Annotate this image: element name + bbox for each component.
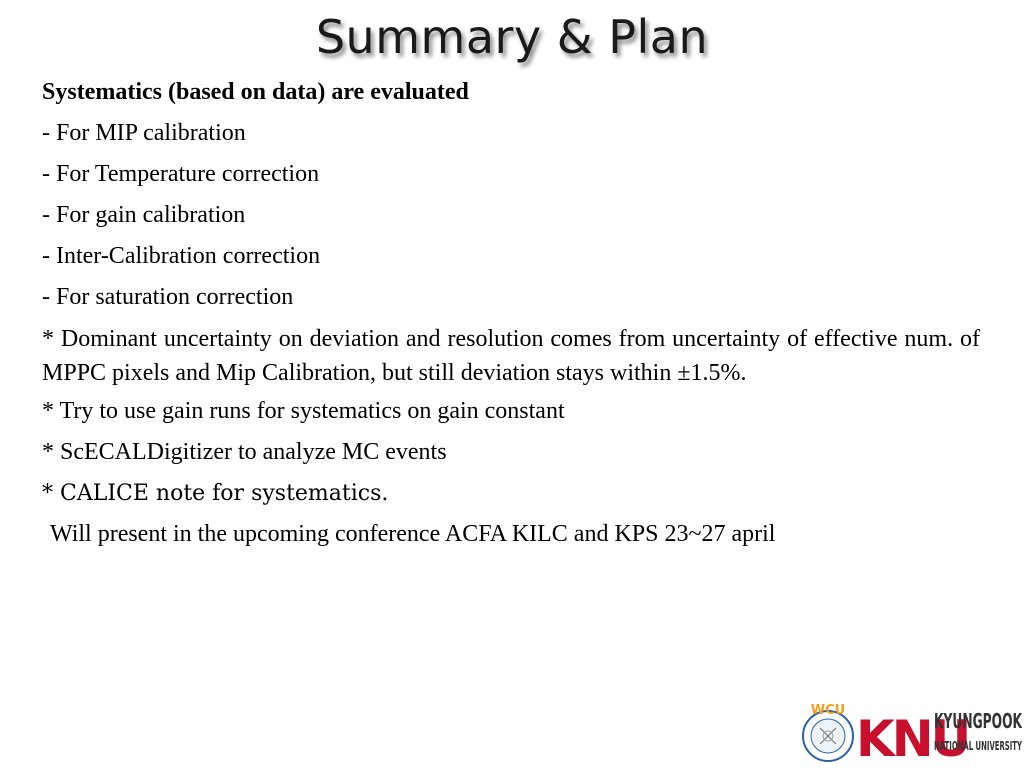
knu-mark: KNU <box>856 710 969 764</box>
note-present-conference: Will present in the upcoming conference ACFA KILC and KPS 23~27 april <box>50 521 776 547</box>
wcu-mark: WCU <box>810 703 846 718</box>
slide-title: Summary & Plan <box>315 10 709 64</box>
bullet-temperature-correction: - For Temperature correction <box>42 161 320 187</box>
bullet-saturation-correction: - For saturation correction <box>42 284 294 310</box>
knu-logo <box>800 700 1024 764</box>
note-calice: * CALICE note for systematics. <box>42 481 389 506</box>
university-name-line1: KYUNGPOOK <box>934 709 1023 733</box>
note-digitizer: * ScECALDigitizer to analyze MC events <box>42 439 447 465</box>
note-dominant-uncertainty: * Dominant uncertainty on deviation and resolution comes from uncertainty of effective num. of MPPC pixels and Mip Calibration, but still deviation stays within ±1.5%. <box>42 326 980 386</box>
bullet-inter-calibration: - Inter-Calibration correction <box>42 243 321 269</box>
note-gain-runs: * Try to use gain runs for systematics on gain constant <box>42 398 565 424</box>
university-name-line2: NATIONAL UNIVERSITY <box>934 739 1023 753</box>
wcu-emblem-icon <box>803 703 853 761</box>
bullet-gain-calibration: - For gain calibration <box>42 202 246 228</box>
section-heading: Systematics (based on data) are evaluated <box>42 79 469 105</box>
bullet-mip-calibration: - For MIP calibration <box>42 120 246 146</box>
slide-body <box>42 76 980 550</box>
